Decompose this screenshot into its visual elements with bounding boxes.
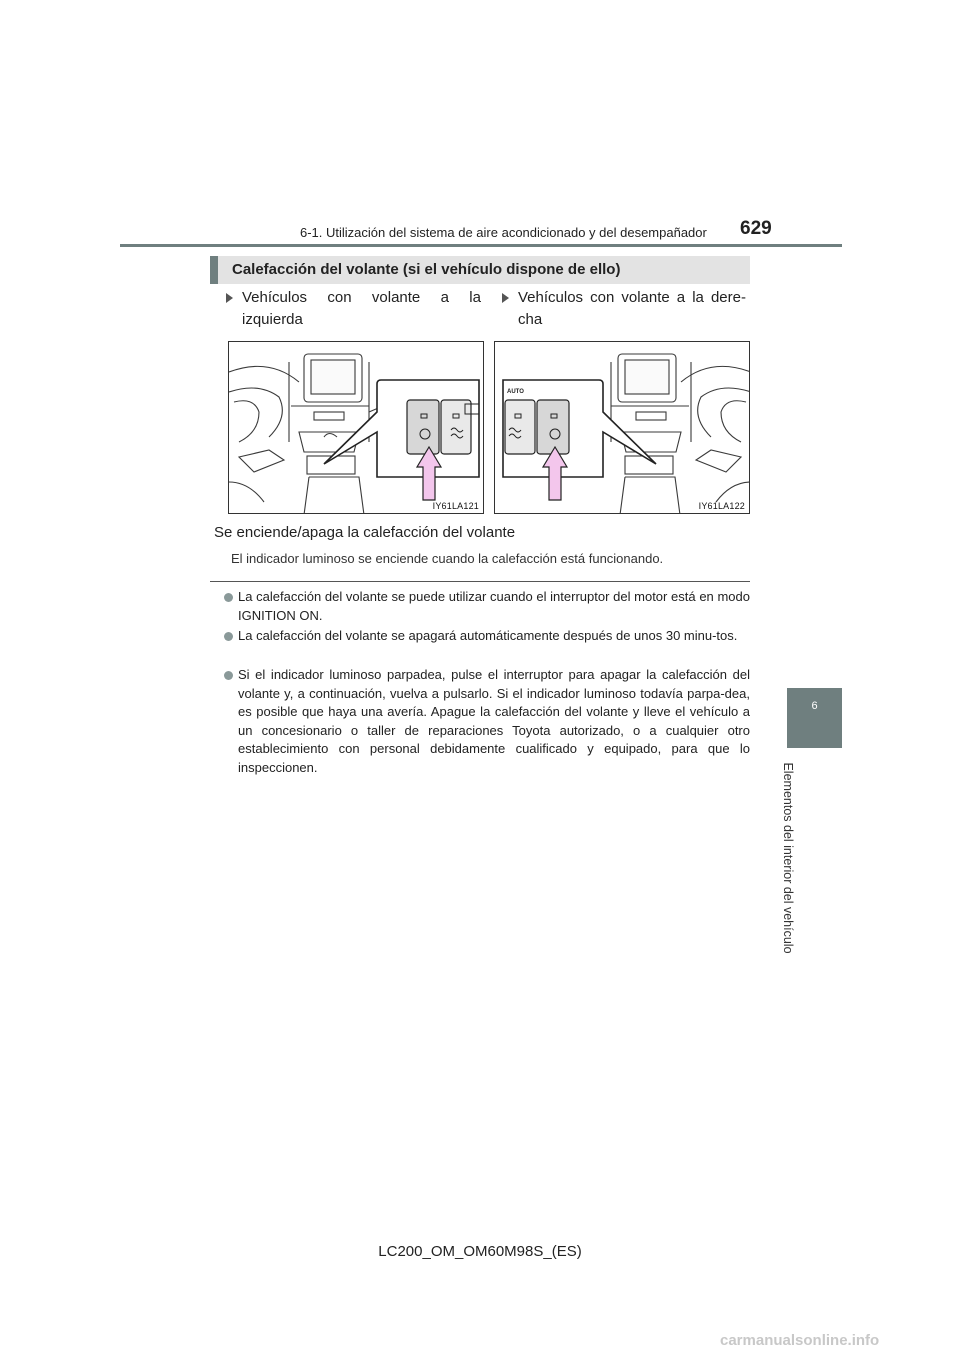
word: la <box>469 289 481 306</box>
circle-bullet-icon <box>224 671 233 680</box>
section-title: Calefacción del volante (si el vehículo dispone de ello) <box>232 261 621 278</box>
word: dere- <box>710 289 746 306</box>
section-heading-bar <box>210 256 750 284</box>
figure-right-dashboard <box>494 341 750 514</box>
caption: Se enciende/apaga la calefacción del volante <box>214 524 516 541</box>
word: a <box>440 289 449 306</box>
variant-left-hand-drive <box>242 287 481 331</box>
variant-right-line1 <box>518 287 746 309</box>
figure-left-code: IY61LA121 <box>432 501 479 511</box>
word: a <box>676 289 686 306</box>
variant-left-line2: izquierda <box>242 311 303 328</box>
note-text: La calefacción del volante se puede utilizar cuando el interruptor del motor está en modo IGNITION ON. <box>238 589 750 623</box>
auto-label: AUTO <box>507 389 524 395</box>
circle-bullet-icon <box>224 632 233 641</box>
word: con <box>327 289 352 306</box>
variant-left-line1 <box>242 287 481 309</box>
chapter-side-label-text: Elementos del interior del vehículo <box>781 762 795 954</box>
chapter-side-label <box>768 764 808 952</box>
figure-left-dashboard <box>228 341 484 514</box>
triangle-bullet-icon <box>226 293 233 303</box>
word: volante <box>621 289 670 306</box>
dashboard-illustration <box>495 342 750 514</box>
note-text: La calefacción del volante se apagará automáticamente después de unos 30 minu-tos. <box>238 628 738 643</box>
word: con <box>590 289 615 306</box>
chapter-tab-number: 6 <box>811 700 818 712</box>
note-item <box>238 666 750 777</box>
figure-right-code: IY61LA122 <box>698 501 745 511</box>
note-item <box>238 588 750 625</box>
notes-divider <box>210 581 750 582</box>
watermark: carmanualsonline.info <box>720 1332 880 1349</box>
chapter-tab <box>787 688 842 748</box>
variant-right-hand-drive <box>518 287 746 331</box>
triangle-bullet-icon <box>502 293 509 303</box>
page-number: 629 <box>740 218 772 239</box>
word: la <box>692 289 704 306</box>
word: volante <box>371 289 421 306</box>
caption-note: El indicador luminoso se enciende cuando la calefacción está funcionando. <box>231 551 664 566</box>
variant-right-line2: cha <box>518 311 543 328</box>
chapter-header: 6-1. Utilización del sistema de aire acondicionado y del desempañador <box>300 225 707 240</box>
footer-code: LC200_OM_OM60M98S_(ES) <box>378 1243 582 1260</box>
word: Vehículos <box>518 289 584 306</box>
header-rule <box>120 244 842 247</box>
dashboard-illustration <box>229 342 484 514</box>
circle-bullet-icon <box>224 593 233 602</box>
note-text: Si el indicador luminoso parpadea, pulse el interruptor para apagar la calefacción del volante y, a continuación, vuelva a pulsarlo. Si el indicador luminoso todavía parpa-dea, es posible que haya una avería. Apague la calefacción del volante y lleve el vehículo a un concesionario o taller de reparaciones Toyota autorizado, o a cualquier otro establecimiento con personal debidamente cualificado y equipado, para que lo inspeccionen. <box>238 667 750 775</box>
word: Vehículos <box>242 289 308 306</box>
note-item <box>238 627 750 646</box>
